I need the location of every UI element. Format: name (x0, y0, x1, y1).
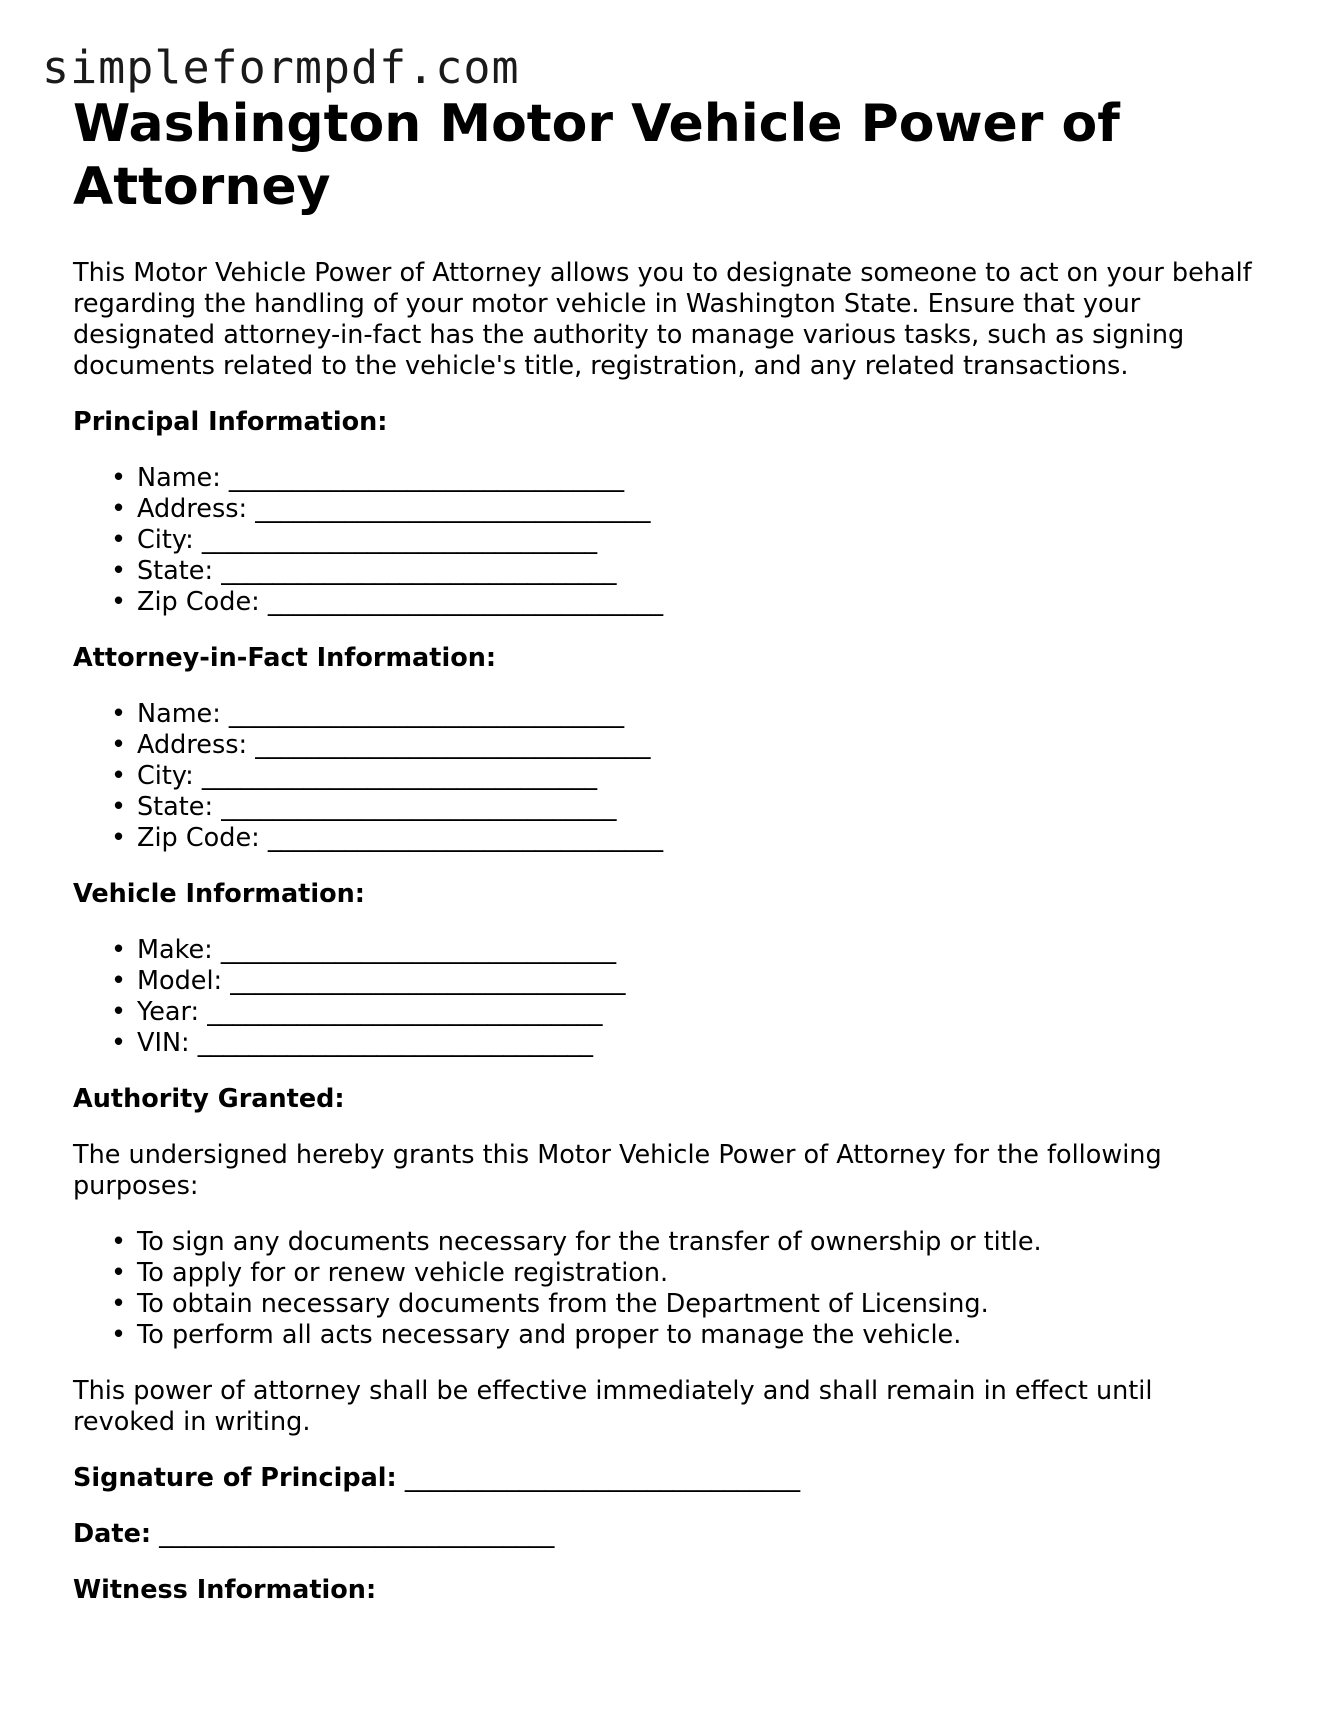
attorney-name-field (111, 699, 1253, 730)
attorney-zip-field (111, 823, 1253, 854)
principal-name-field (111, 463, 1253, 494)
field-label: Address: _______________________________ (137, 494, 651, 524)
bullet: • (111, 556, 127, 586)
attorney-city-field (111, 761, 1253, 792)
field-label: Zip Code: _______________________________ (137, 823, 664, 853)
principal-heading: Principal Information: (73, 407, 388, 437)
field-label: Zip Code: _______________________________ (137, 587, 664, 617)
intro-paragraph: This Motor Vehicle Power of Attorney allows you to designate someone to act on your behalf regarding the handling of your motor vehicle in Washington State. Ensure that your designated attorney-in-fact has the authority to manage various tasks, such as signing documents related to the vehicle's title, registration, and any related transactions. (73, 258, 1252, 381)
bullet: • (111, 823, 127, 853)
effective-paragraph: This power of attorney shall be effective immediately and shall remain in effect until revoked in writing. (73, 1376, 1153, 1437)
attorney-fields (73, 699, 1253, 854)
site-watermark: simpleformpdf.com (42, 41, 520, 94)
authority-intro: The undersigned hereby grants this Motor Vehicle Power of Attorney for the following purposes: (73, 1140, 1162, 1201)
principal-fields (73, 463, 1253, 618)
witness-heading: Witness Information: (73, 1575, 377, 1605)
bullet: • (111, 463, 127, 493)
authority-item (111, 1320, 1253, 1351)
document-title: Washington Motor Vehicle Power of Attorney (73, 94, 1120, 217)
attorney-state-field (111, 792, 1253, 823)
bullet: • (111, 1289, 127, 1319)
authority-item (111, 1258, 1253, 1289)
bullet: • (111, 761, 127, 791)
bullet: • (111, 1320, 127, 1350)
field-label: Name: _______________________________ (137, 699, 625, 729)
principal-city-field (111, 525, 1253, 556)
principal-address-field (111, 494, 1253, 525)
authority-item-text: To apply for or renew vehicle registration. (137, 1258, 669, 1288)
bullet: • (111, 587, 127, 617)
vehicle-fields (73, 935, 1253, 1059)
bullet: • (111, 525, 127, 555)
vehicle-year-field (111, 997, 1253, 1028)
field-label: Model: _______________________________ (137, 966, 626, 996)
attorney-heading: Attorney-in-Fact Information: (73, 643, 497, 673)
signature-line (73, 1463, 1253, 1494)
document-page (73, 93, 1253, 1631)
principal-state-field (111, 556, 1253, 587)
principal-zip-field (111, 587, 1253, 618)
signature-blank: _______________________________ (404, 1463, 801, 1493)
bullet: • (111, 997, 127, 1027)
vehicle-model-field (111, 966, 1253, 997)
field-label: Name: _______________________________ (137, 463, 625, 493)
bullet: • (111, 730, 127, 760)
bullet: • (111, 935, 127, 965)
bullet: • (111, 699, 127, 729)
signature-label: Signature of Principal: (73, 1463, 397, 1493)
vehicle-vin-field (111, 1028, 1253, 1059)
bullet: • (111, 1028, 127, 1058)
authority-item-text: To obtain necessary documents from the Department of Licensing. (137, 1289, 989, 1319)
field-label: City: _______________________________ (137, 761, 598, 791)
date-blank: _______________________________ (159, 1519, 555, 1549)
attorney-address-field (111, 730, 1253, 761)
authority-item (111, 1227, 1253, 1258)
bullet: • (111, 1227, 127, 1257)
field-label: Year: _______________________________ (137, 997, 603, 1027)
bullet: • (111, 966, 127, 996)
field-label: State: _______________________________ (137, 556, 617, 586)
bullet: • (111, 1258, 127, 1288)
field-label: VIN: _______________________________ (137, 1028, 593, 1058)
bullet: • (111, 792, 127, 822)
field-label: City: _______________________________ (137, 525, 598, 555)
authority-item-text: To sign any documents necessary for the transfer of ownership or title. (137, 1227, 1042, 1257)
date-line (73, 1519, 1253, 1550)
field-label: Make: _______________________________ (137, 935, 617, 965)
date-label: Date: (73, 1519, 152, 1549)
vehicle-make-field (111, 935, 1253, 966)
bullet: • (111, 494, 127, 524)
field-label: State: _______________________________ (137, 792, 617, 822)
authority-item (111, 1289, 1253, 1320)
field-label: Address: _______________________________ (137, 730, 651, 760)
vehicle-heading: Vehicle Information: (73, 879, 365, 909)
authority-heading: Authority Granted: (73, 1084, 345, 1114)
authority-item-text: To perform all acts necessary and proper to manage the vehicle. (137, 1320, 962, 1350)
authority-items (73, 1227, 1253, 1351)
